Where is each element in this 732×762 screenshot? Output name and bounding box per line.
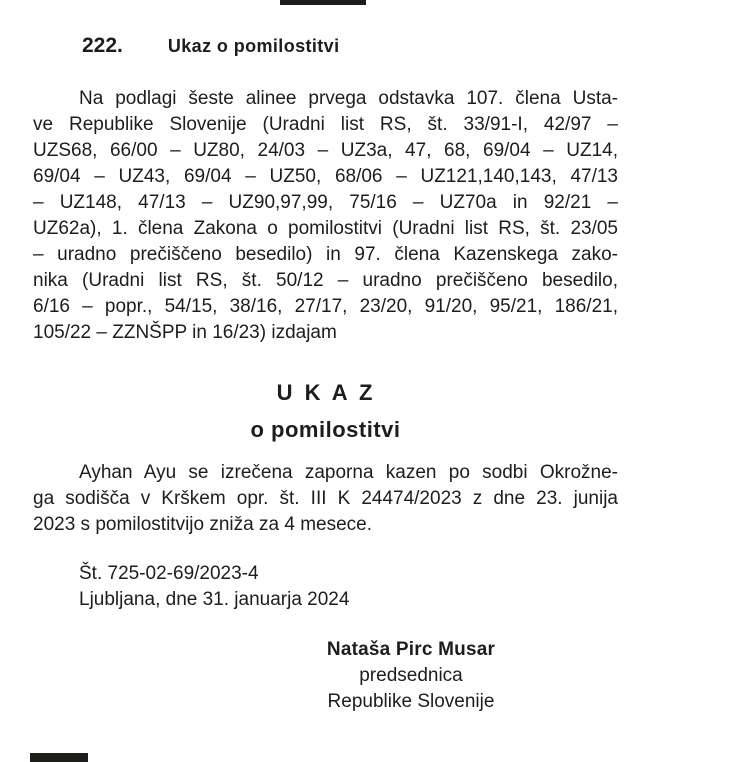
paragraph-line: ga sodišča v Krškem opr. št. III K 24474/2023 z dne 23. junija (33, 488, 618, 509)
paragraph-line: 105/22 – ZZNŠPP in 16/23) izdajam (33, 322, 337, 343)
reference-number: Št. 725-02-69/2023-4 (79, 563, 259, 584)
paragraph-line: Na podlagi šeste alinee prvega odstavka 107. člena Usta- (79, 88, 618, 109)
paragraph-line: 69/04 – UZ43, 69/04 – UZ50, 68/06 – UZ121,140,143, 47/13 (33, 166, 618, 187)
signature-block (261, 637, 561, 715)
article-title: Ukaz o pomilostitvi (167, 36, 340, 56)
paragraph-line: UZS68, 66/00 – UZ80, 24/03 – UZ3a, 47, 68, 69/04 – UZ14, (33, 140, 618, 161)
paragraph-line: UZ62a), 1. člena Zakona o pomilostitvi (Uradni list RS, št. 23/05 (33, 218, 618, 239)
signatory-organization: Republike Slovenije (327, 691, 495, 712)
bottom-article-rule (30, 753, 88, 762)
paragraph-line: – uradno prečiščeno besedilo) in 97. člena Kazenskega zako- (33, 244, 618, 265)
paragraph-line: – UZ148, 47/13 – UZ90,97,99, 75/16 – UZ70a in 92/21 – (33, 192, 618, 213)
paragraph-line: nika (Uradni list RS, št. 50/12 – uradno prečiščeno besedilo, (33, 270, 618, 291)
pardon-paragraph (33, 460, 618, 538)
signatory-title: predsednica (359, 665, 463, 686)
place-and-date: Ljubljana, dne 31. januarja 2024 (79, 589, 350, 610)
top-article-rule (280, 0, 366, 5)
article-number: 222. (82, 34, 123, 57)
decree-heading (33, 374, 618, 448)
reference-block (79, 561, 349, 613)
signatory-name: Nataša Pirc Musar (326, 639, 496, 660)
paragraph-line: 6/16 – popr., 54/15, 38/16, 27/17, 23/20, 91/20, 95/21, 186/21, (33, 296, 618, 317)
legal-basis-paragraph (33, 86, 618, 346)
decree-title: U K A Z (276, 380, 375, 405)
decree-subtitle: o pomilostitvi (250, 417, 401, 442)
paragraph-line: 2023 s pomilostitvijo zniža za 4 mesece. (33, 514, 372, 535)
paragraph-line: Ayhan Ayu se izrečena zaporna kazen po sodbi Okrožne- (79, 462, 618, 483)
paragraph-line: ve Republike Slovenije (Uradni list RS, št. 33/91-I, 42/97 – (33, 114, 618, 135)
article-header (82, 34, 340, 58)
